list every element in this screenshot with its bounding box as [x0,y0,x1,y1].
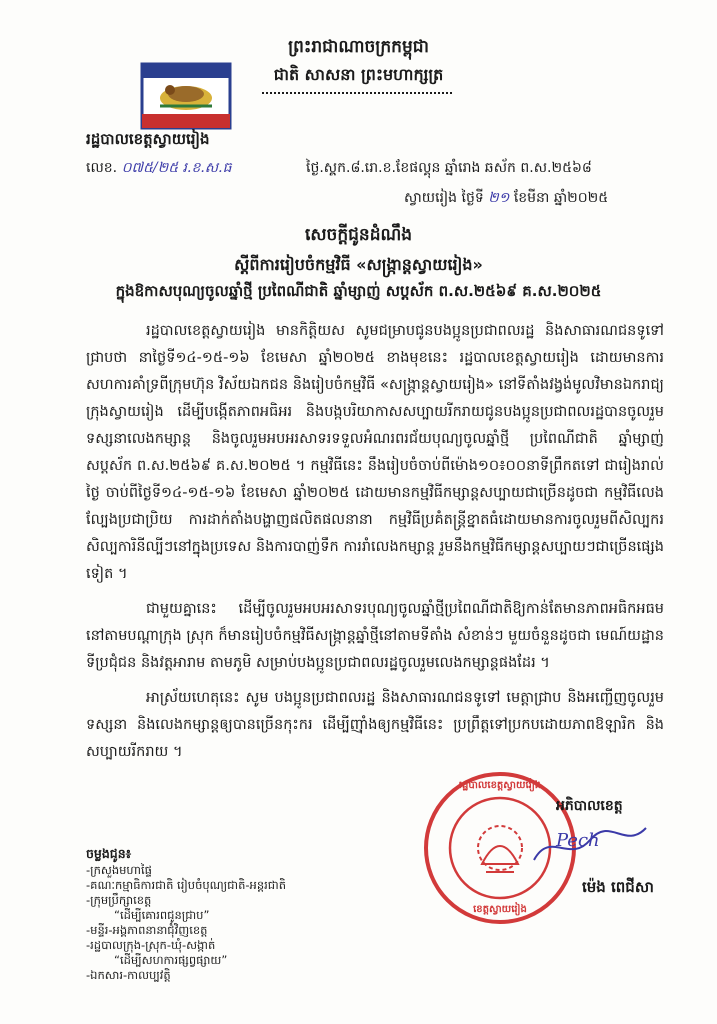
motto-divider [262,92,452,94]
solar-date [404,188,608,209]
notice-occasion: ក្នុងឱកាសបុណ្យចូលឆ្នាំថ្មី ប្រពៃណីជាតិ ឆ្នាំម្សាញ់ សប្តស័ក ព.ស.២៥៦៩ គ.ស.២០២៥ [115,282,602,300]
copies-list [86,846,286,983]
signatory-name: ម៉េង ពេជីសា [582,878,654,896]
national-motto: ជាតិ សាសនា ព្រះមហាក្សត្រ [273,65,444,84]
copies-item: -ក្រសួងមហាផ្ទៃ [86,863,152,877]
reference-label: លេខ. [86,160,118,176]
notice-body [86,318,664,766]
seal-text-top: រដ្ឋបាលខេត្តស្វាយរៀង [458,780,542,791]
copies-item: -គណៈកម្មាធិការជាតិ រៀបចំបុណ្យជាតិ-អន្តរជាតិ [86,878,287,892]
notice-title: សេចក្តីជូនដំណឹង [304,225,413,245]
handwritten-signature: Pech [556,830,600,851]
copies-item: -មន្ទីរ-អង្គភាពនានាជុំវិញខេត្ត [86,923,208,937]
reference-number-value: ០៧៥/២៥ រ.ខ.ស.ធ [121,160,232,176]
notice-subject: ស្តីពីការរៀបចំកម្មវិធី «សង្រ្កាន្តស្វាយរៀង» [234,255,483,274]
date-day: ២១ [488,190,510,206]
lunar-date: ថ្ងៃ.ស្ថ្កក.៨.រោ.ខ.ខែផល្គុន ឆ្នាំរោង ឆស័ក ព.ស.២៥៦៨ [306,160,592,176]
kingdom-heading: ព្រះរាជាណាចក្រកម្ពុជា [288,37,429,57]
seal-text-bottom: ខេត្តស្វាយរៀង [473,904,527,915]
body-paragraph-1: រដ្ឋបាលខេត្តស្វាយរៀង មានកិត្តិយស សូមជម្រាបជូនបងប្អូនប្រជាពលរដ្ឋ និងសាធារណជនទូទៅ ជ្រាបថា នាថ្ងៃទី១៤-១៥-១៦ ខែមេសា ឆ្នាំ២០២៥ ខាងមុខនេះ រដ្ឋបាលខេត្តស្វាយរៀង ដោយមានការសហការគាំទ្រពីក្រុមហ៊ុន វិស័យឯកជន និងរៀបចំកម្មវិធី «សង្រ្កាន្តស្វាយរៀង» នៅទីតាំងវង្វង់មូលវិមានឯករាជ្យ ក្រុងស្វាយរៀង ដើម្បីបង្កើតភាពអធិអរ និងបង្កបរិយាកាសសប្បាយរីករាយជូនបងប្អូនប្រជាពលរដ្ឋបានចូលរួមទស្សនាលេងកម្សាន្ត និងចូលរួមអបអរសាទរទទួលអំណរពរជ័យបុណ្យចូលឆ្នាំថ្មី ប្រពៃណីជាតិ ឆ្នាំម្សាញ់ សប្តស័ក ព.ស.២៥៦៩ គ.ស.២០២៥ ។ កម្មវិធីនេះ នឹងរៀបចំចាប់ពីម៉ោង១០៖០០នាទីព្រឹកតទៅ ជារៀងរាល់ថ្ងៃ ចាប់ពីថ្ងៃទី១៤-១៥-១៦ ខែមេសា ឆ្នាំ២០២៥ ដោយមានកម្មវិធីកម្សាន្តសប្បាយជាច្រើនដូចជា កម្មវិធីលេងល្បែងប្រជាប្រិយ ការដាក់តាំងបង្ហាញផលិតផលនានា កម្មវិធីប្រគំតន្រ្តីខ្នាតធំដោយមានការចូលរួមពីសិល្បករ សិល្បការិនីល្បីៗនៅក្នុងប្រទេស និងការបាញ់ទឹក ការរាំលេងកម្សាន្ត រួមនឹងកម្មវិធីកម្សាន្តសប្បាយៗជាច្រើនផ្សេងទៀត ។ [86,323,664,582]
copies-item: -ឯកសារ-កាលប្បវត្តិ [86,968,171,982]
reference-number [86,158,231,179]
copies-note: “ដើម្បីសហការផ្សព្វផ្សាយ” [114,953,228,967]
date-prefix: ស្វាយរៀង ថ្ងៃទី [404,190,484,206]
date-suffix: ខែមីនា ឆ្នាំ២០២៥ [513,190,609,206]
copies-note: “ដើម្បីគោរពជូនជ្រាប” [114,908,210,922]
issuing-office: រដ្ឋបាលខេត្តស្វាយរៀង [86,130,210,148]
body-paragraph-3: អាស្រ័យហេតុនេះ សូម បងប្អូនប្រជាពលរដ្ឋ និងសាធារណជនទូទៅ មេត្តាជ្រាប និងអញ្ជើញចូលរួមទស្សនា និងលេងកម្សាន្តឲ្យបានច្រើនកុះករ ដើម្បីញ៉ាំងឲ្យកម្មវិធីនេះ ប្រព្រឹត្តទៅប្រកបដោយភាពឱឡារិក និងសប្បាយរីករាយ ។ [86,690,664,760]
copies-heading: ចម្លងជូន៖ [86,846,132,861]
copies-item: -រដ្ឋបាលក្រុង-ស្រុក-ឃុំ-សង្កាត់ [86,938,216,952]
body-paragraph-2: ជាមួយគ្នានេះ ដើម្បីចូលរួមអបអរសាទរបុណ្យចូលឆ្នាំថ្មីប្រពៃណីជាតិឱ្យកាន់តែមានភាពអធិកអធម នៅតាមបណ្តាក្រុង ស្រុក ក៏មានរៀបចំកម្មវិធីសង្រ្កាន្តឆ្នាំថ្មីនៅតាមទីតាំង សំខាន់ៗ មួយចំនួនដូចជា មេណ៍យដ្ឋាន ទីប្រជុំជន និងវត្តអារាម តាមភូមិ សម្រាប់បងប្អូនប្រជាពលរដ្ឋចូលរួមលេងកម្សាន្តផងដែរ ។ [86,601,664,671]
signatory-title: អភិបាលខេត្ត [556,798,623,814]
copies-item: -ក្រុមប្រឹក្សាខេត្ត [86,893,152,907]
signature-stroke [530,820,650,874]
